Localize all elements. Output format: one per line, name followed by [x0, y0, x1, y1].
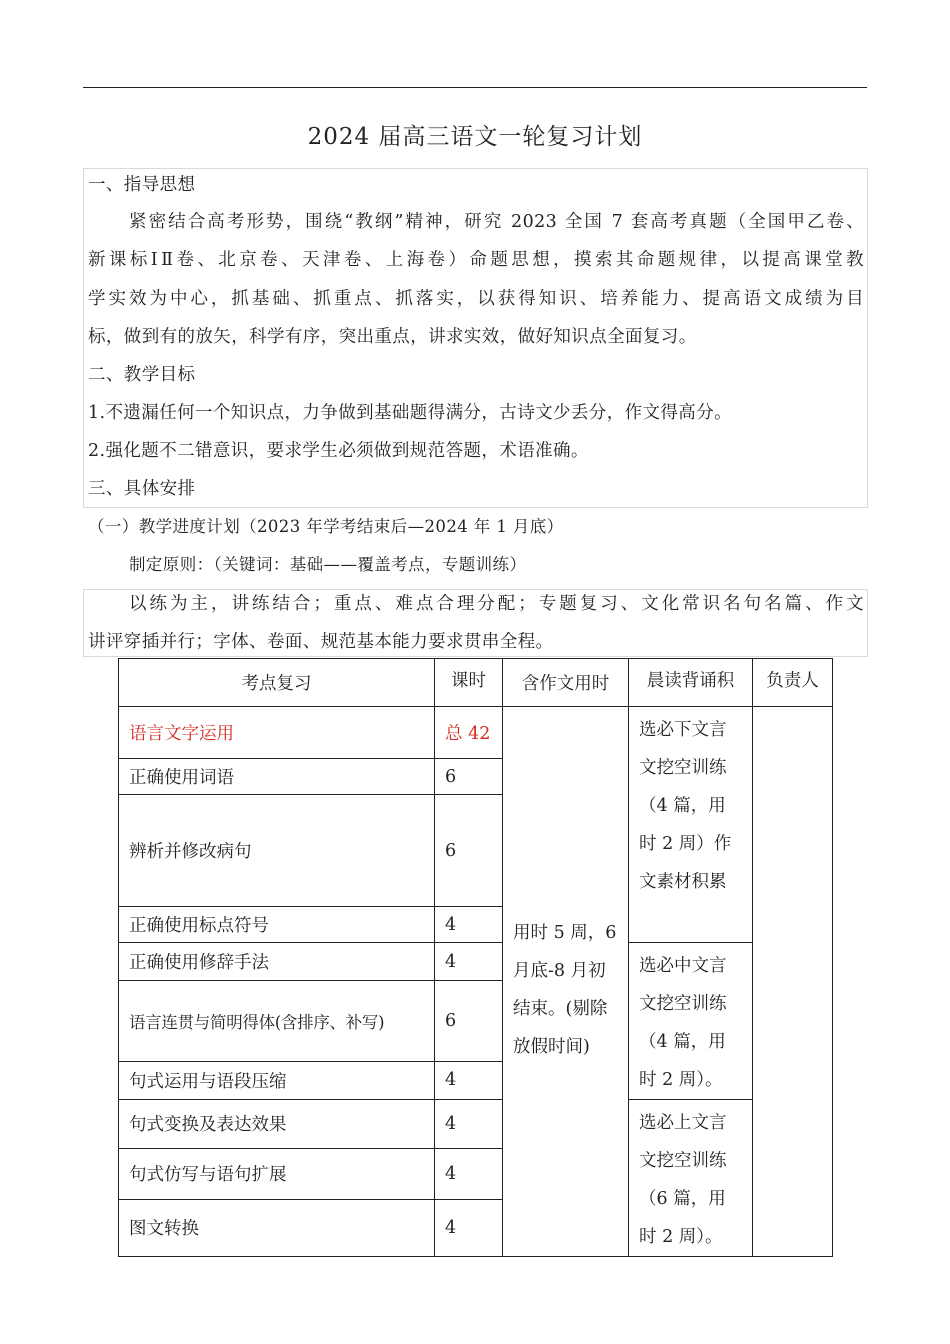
- section1-line-1: 紧密结合高考形势，围绕“教纲”精神，研究 2023 全国 7 套高考真题（全国甲乙卷、: [129, 212, 864, 232]
- hours-cell: 4: [435, 1199, 503, 1256]
- morning-reading-cell-2: 选必中文言文挖空训练（4 篇，用时 2 周）。: [629, 943, 753, 1100]
- hours-cell: 6: [435, 795, 503, 907]
- header-morning-reading: 晨读背诵积: [629, 659, 753, 707]
- hours-cell: 4: [435, 943, 503, 981]
- topic-cell: 图文转换: [119, 1199, 435, 1256]
- top-rule: [83, 87, 867, 88]
- header-hours: 课时: [435, 659, 503, 707]
- topic-cell: 正确使用标点符号: [119, 907, 435, 943]
- review-plan-table: [118, 658, 833, 1257]
- writing-time-text: 用时 5 周，6 月底-8 月初结束。(剔除放假时间): [513, 922, 617, 1057]
- table-row: [119, 943, 833, 981]
- hours-cell: 总 42: [435, 707, 503, 759]
- morning-reading-cell-1: 选必下文言文挖空训练（4 篇，用时 2 周）作文素材积累: [629, 707, 753, 943]
- section1-heading: 一、指导思想: [88, 175, 196, 195]
- table-row: [119, 707, 833, 759]
- principle-para-line-1: 以练为主，讲练结合；重点、难点合理分配；专题复习、文化常识名句名篇、作文: [129, 594, 864, 614]
- morning-reading-cell-3: 选必上文言文挖空训练（6 篇，用时 2 周）。: [629, 1100, 753, 1257]
- header-writing-time: 含作文用时: [503, 659, 629, 707]
- hours-cell: 6: [435, 981, 503, 1062]
- topic-cell: 辨析并修改病句: [119, 795, 435, 907]
- topic-cell: 句式仿写与语句扩展: [119, 1148, 435, 1199]
- section1-line-3: 学实效为中心，抓基础、抓重点、抓落实，以获得知识、培养能力、提高语文成绩为目: [88, 289, 864, 309]
- section2-item-1: 1.不遗漏任何一个知识点，力争做到基础题得满分，古诗文少丢分，作文得高分。: [88, 403, 732, 423]
- principle-para-line-2: 讲评穿插并行；字体、卷面、规范基本能力要求贯串全程。: [88, 632, 554, 652]
- topic-cell: 句式变换及表达效果: [119, 1100, 435, 1149]
- table-row: [119, 1100, 833, 1149]
- topic-cell: 正确使用修辞手法: [119, 943, 435, 981]
- table-header-row: [119, 659, 833, 707]
- hours-cell: 4: [435, 1061, 503, 1099]
- header-topic: 考点复习: [119, 659, 435, 707]
- topic-cell: 语言连贯与简明得体(含排序、补写): [119, 981, 435, 1062]
- topic-cell: 语言文字运用: [119, 707, 435, 759]
- principle-line: 制定原则：（关键词：基础——覆盖考点，专题训练）: [129, 555, 527, 574]
- section2-item-2: 2.强化题不二错意识，要求学生必须做到规范答题，术语准确。: [88, 441, 589, 461]
- writing-time-cell: [503, 707, 629, 1257]
- owner-cell: [753, 707, 833, 1257]
- page-title: 2024 届高三语文一轮复习计划: [307, 124, 643, 150]
- hours-cell: 4: [435, 1148, 503, 1199]
- header-owner: 负责人: [753, 659, 833, 707]
- section3-heading: 三、具体安排: [88, 479, 196, 499]
- section1-line-2: 新课标ⅠⅡ卷、北京卷、天津卷、上海卷）命题思想，摸索其命题规律，以提高课堂教: [88, 250, 864, 270]
- hours-cell: 4: [435, 1100, 503, 1149]
- topic-cell: 正确使用词语: [119, 759, 435, 795]
- topic-cell: 句式运用与语段压缩: [119, 1061, 435, 1099]
- hours-cell: 4: [435, 907, 503, 943]
- section1-line-4: 标，做到有的放矢，科学有序，突出重点，讲求实效，做好知识点全面复习。: [88, 327, 697, 347]
- schedule-subheading: （一）教学进度计划（2023 年学考结束后—2024 年 1 月底）: [88, 517, 564, 536]
- section2-heading: 二、教学目标: [88, 365, 196, 385]
- hours-cell: 6: [435, 759, 503, 795]
